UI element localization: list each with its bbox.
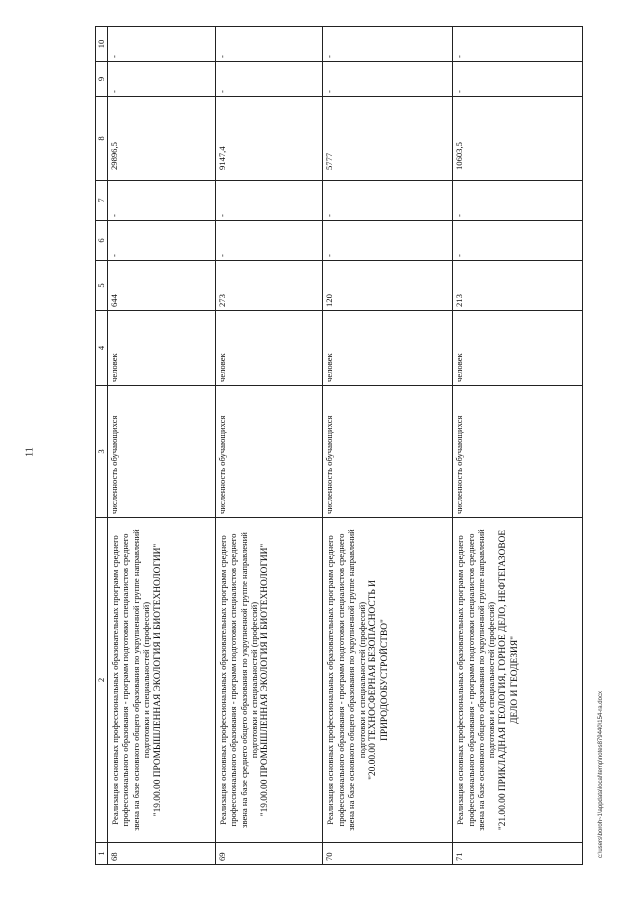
value-cell: 644 (108, 261, 216, 311)
unit-cell: человек (108, 311, 216, 386)
value-cell: - (215, 181, 323, 221)
value-cell: - (323, 181, 453, 221)
header-cell: 6 (96, 221, 108, 261)
value-cell: 120 (323, 261, 453, 311)
specialty-group: "19.00.00 ПРОМЫШЛЕННАЯ ЭКОЛОГИЯ И БИОТЕХНОЛОГИИ" (260, 543, 271, 817)
rotated-table-container (95, 27, 583, 865)
row-number: 68 (108, 843, 216, 865)
table-row (323, 27, 453, 865)
service-description: Реализация основных профессиональных образовательных программ среднего профессионального образования - программ подготовки специалистов среднего звена на базе основного общего образования по укрупненной группе направлений подготовки и специальностей (профессий) (455, 529, 497, 831)
amount-cell: 29896,5 (108, 97, 216, 181)
service-description-cell (323, 518, 453, 843)
specialty-group: "20.00.00 ТЕХНОСФЕРНАЯ БЕЗОПАСНОСТЬ И ПРИРОДООБУСТРОЙСТВО" (368, 580, 391, 780)
value-cell: - (215, 221, 323, 261)
row-number: 69 (215, 843, 323, 865)
service-description-cell (453, 518, 583, 843)
service-description: Реализация основных профессиональных образовательных программ среднего профессионального образования - программ подготовки специалистов среднего звена на базе основного общего образования по укрупненной группе направлений подготовки и специальностей (профессий) (110, 529, 152, 831)
header-cell: 4 (96, 311, 108, 386)
budget-table (95, 26, 583, 865)
specialty-group: "19.00.00 ПРОМЫШЛЕННАЯ ЭКОЛОГИЯ И БИОТЕХНОЛОГИИ" (152, 543, 163, 817)
row-number: 71 (453, 843, 583, 865)
header-cell: 3 (96, 386, 108, 518)
page-number: 11 (24, 447, 36, 457)
specialty-group: "21.00.00 ПРИКЛАДНАЯ ГЕОЛОГИЯ, ГОРНОЕ ДЕЛО, НЕФТЕГАЗОВОЕ ДЕЛО И ГЕОДЕЗИЯ" (497, 529, 520, 831)
service-description: Реализация основных профессиональных образовательных программ среднего профессионального образования - программ подготовки специалистов среднего звена на базе основного общего образования по укрупненной группе направлений подготовки и специальностей (профессий) (325, 529, 367, 831)
value-cell: 213 (453, 261, 583, 311)
value-cell: - (215, 62, 323, 97)
header-row (96, 27, 108, 865)
amount-cell: 10603,5 (453, 97, 583, 181)
table-row (108, 27, 216, 865)
value-cell: - (323, 221, 453, 261)
header-cell: 5 (96, 261, 108, 311)
value-cell: - (323, 62, 453, 97)
unit-cell: человек (453, 311, 583, 386)
table-row (215, 27, 323, 865)
value-cell: - (108, 62, 216, 97)
value-cell: - (453, 221, 583, 261)
table-row (453, 27, 583, 865)
value-cell: - (215, 27, 323, 62)
value-cell: - (108, 221, 216, 261)
value-cell: - (453, 181, 583, 221)
value-cell: - (453, 27, 583, 62)
value-cell: - (108, 181, 216, 221)
service-description-cell (108, 518, 216, 843)
header-cell: 2 (96, 518, 108, 843)
service-description: Реализация основных профессиональных образовательных программ среднего профессионального образования - программ подготовки специалистов среднего звена на базе среднего общего образования по укрупненной группе направлений подготовки и специальностей (профессий) (217, 532, 259, 828)
amount-cell: 9147,4 (215, 97, 323, 181)
value-cell: 273 (215, 261, 323, 311)
header-cell: 1 (96, 843, 108, 865)
value-cell: - (108, 27, 216, 62)
indicator-cell: численность обучающихся (453, 386, 583, 518)
unit-cell: человек (323, 311, 453, 386)
service-description-cell (215, 518, 323, 843)
value-cell: - (323, 27, 453, 62)
value-cell: - (453, 62, 583, 97)
header-cell: 7 (96, 181, 108, 221)
header-cell: 10 (96, 27, 108, 62)
indicator-cell: численность обучающихся (323, 386, 453, 518)
amount-cell: 5777 (323, 97, 453, 181)
header-cell: 8 (96, 97, 108, 181)
file-path-footer: c:\users\boroh~1\appdata\local\temp\notes879440\154-ra.docx (598, 691, 604, 858)
indicator-cell: численность обучающихся (108, 386, 216, 518)
indicator-cell: численность обучающихся (215, 386, 323, 518)
row-number: 70 (323, 843, 453, 865)
unit-cell: человек (215, 311, 323, 386)
header-cell: 9 (96, 62, 108, 97)
